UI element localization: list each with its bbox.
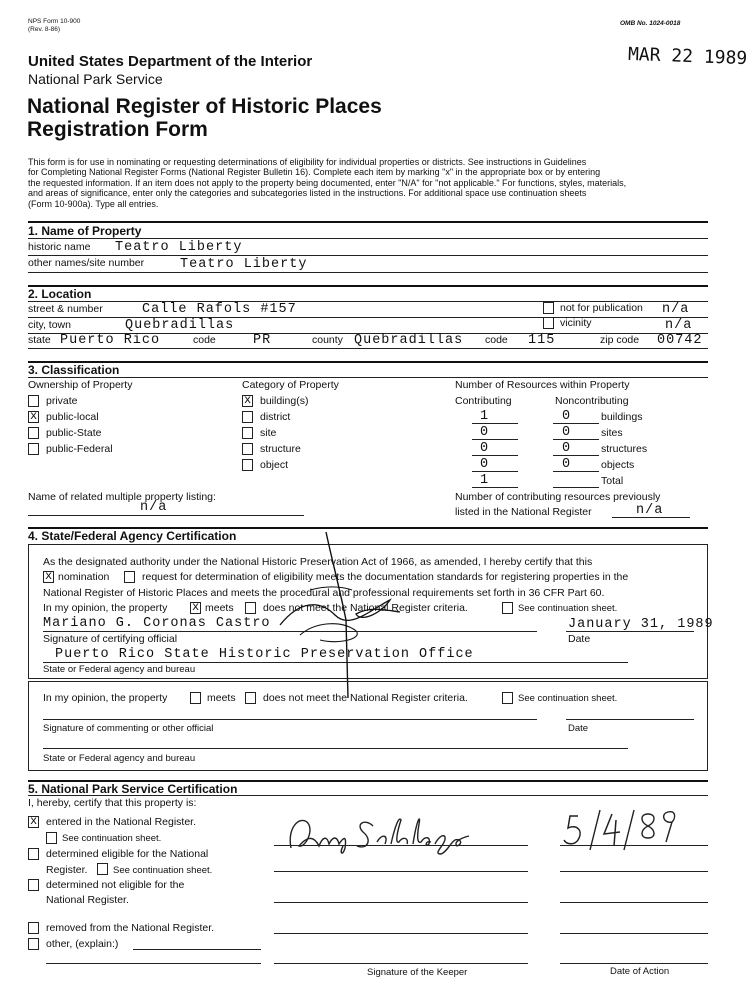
certification-line-3: National Register of Historic Places and meets the procedural and professional requirements set forth in 36 CFR Part 60. (43, 587, 605, 599)
state-label: state (28, 334, 51, 346)
keeper-signature (285, 808, 485, 858)
noncontributing-objects[interactable]: 0 (562, 457, 572, 472)
continuation-sheet-checkbox[interactable] (502, 602, 513, 614)
structures-label: structures (601, 443, 648, 455)
certification-date[interactable]: January 31, 1989 (568, 617, 714, 632)
eligible-continuation-label: See continuation sheet. (113, 865, 213, 876)
ownership-public-federal-checkbox[interactable] (28, 443, 39, 455)
form-revision: (Rev. 8-86) (28, 26, 61, 33)
category-object-label: object (260, 459, 289, 471)
total-label: Total (601, 475, 624, 487)
previously-listed-label-2: listed in the National Register (455, 506, 592, 518)
multiple-property-value[interactable]: n/a (140, 500, 168, 515)
ownership-private-checkbox[interactable] (28, 395, 39, 407)
previously-listed-value[interactable]: n/a (636, 503, 664, 518)
category-building-checkbox[interactable]: x (244, 393, 252, 407)
request-determination-checkbox[interactable] (124, 571, 135, 583)
nps-cert-intro: I, hereby, certify that this property is: (28, 797, 197, 809)
ownership-public-state-label: public-State (46, 427, 102, 439)
keeper-signature-label: Signature of the Keeper (367, 967, 468, 978)
historic-name-value[interactable]: Teatro Liberty (115, 240, 243, 255)
buildings-label: buildings (601, 411, 643, 423)
noncontributing-label: Noncontributing (555, 395, 629, 407)
county-label: county (312, 334, 343, 346)
noncontributing-sites[interactable]: 0 (562, 425, 572, 440)
eligible-label-2: Register. (46, 864, 88, 876)
removed-checkbox[interactable] (28, 922, 39, 934)
zip-label: zip code (600, 334, 640, 346)
zip-value[interactable]: 00742 (657, 333, 703, 348)
date2-label: Date (568, 723, 589, 734)
county-value[interactable]: Quebradillas (354, 333, 464, 348)
meets-label: meets (205, 602, 234, 614)
contributing-structures[interactable]: 0 (480, 441, 490, 456)
state-value[interactable]: Puerto Rico (60, 333, 161, 348)
county-code-label: code (485, 334, 508, 346)
not-for-publication-checkbox[interactable] (543, 302, 554, 314)
form-title: National Register of Historic Places Registration Form (27, 95, 382, 141)
meets2-checkbox[interactable] (190, 692, 201, 704)
category-structure-label: structure (260, 443, 301, 455)
entered-continuation-checkbox[interactable] (46, 832, 57, 844)
section5-heading: 5. National Park Service Certification (28, 782, 238, 796)
does-not-meet2-label: does not meet the National Register criteria. (263, 692, 468, 704)
other-names-value[interactable]: Teatro Liberty (180, 257, 308, 272)
category-district-checkbox[interactable] (242, 411, 253, 423)
category-label: Category of Property (242, 379, 339, 391)
certifying-official-name[interactable]: Mariano G. Coronas Castro (43, 616, 271, 631)
ownership-public-local-label: public-local (46, 411, 99, 423)
contributing-label: Contributing (455, 395, 512, 407)
entered-label: entered in the National Register. (46, 816, 197, 828)
continuation-sheet-label: See continuation sheet. (518, 603, 618, 614)
not-eligible-checkbox[interactable] (28, 879, 39, 891)
section4-heading: 4. State/Federal Agency Certification (28, 529, 237, 543)
does-not-meet-label: does not meet the National Register criteria. (263, 602, 468, 614)
vicinity-value[interactable]: n/a (665, 318, 693, 333)
city-value[interactable]: Quebradillas (125, 318, 235, 333)
ownership-public-state-checkbox[interactable] (28, 427, 39, 439)
street-value[interactable]: Calle Rafols #157 (142, 302, 297, 317)
street-label: street & number (28, 303, 103, 315)
date-of-action-label: Date of Action (610, 966, 670, 977)
historic-name-label: historic name (28, 241, 91, 253)
continuation-sheet2-label: See continuation sheet. (518, 693, 618, 704)
date-label: Date (568, 633, 591, 645)
section1-heading: 1. Name of Property (28, 224, 142, 238)
vicinity-label: vicinity (560, 317, 592, 329)
state-code-value[interactable]: PR (253, 333, 272, 348)
contributing-total[interactable]: 1 (480, 473, 490, 488)
contributing-objects[interactable]: 0 (480, 457, 490, 472)
eligible-checkbox[interactable] (28, 848, 39, 860)
agency-bureau-label: State or Federal agency and bureau (43, 664, 196, 675)
removed-label: removed from the National Register. (46, 922, 215, 934)
category-object-checkbox[interactable] (242, 459, 253, 471)
form-number: NPS Form 10-900 (28, 18, 81, 25)
certifying-signature (260, 530, 430, 700)
agency-name[interactable]: Puerto Rico State Historic Preservation Office (55, 647, 474, 662)
category-district-label: district (260, 411, 291, 423)
agency2-bureau-label: State or Federal agency and bureau (43, 753, 196, 764)
action-date-handwritten (560, 806, 680, 856)
contributing-buildings[interactable]: 1 (480, 409, 490, 424)
category-structure-checkbox[interactable] (242, 443, 253, 455)
continuation-sheet2-checkbox[interactable] (502, 692, 513, 704)
signature-commenting-label: Signature of commenting or other official (43, 723, 214, 734)
opinion2-label: In my opinion, the property (43, 692, 168, 704)
not-for-publication-label: not for publication (560, 302, 643, 314)
noncontributing-buildings[interactable]: 0 (562, 409, 572, 424)
ownership-label: Ownership of Property (28, 379, 133, 391)
does-not-meet-checkbox[interactable] (245, 602, 256, 614)
other-names-label: other names/site number (28, 257, 145, 269)
entered-checkbox[interactable]: x (30, 814, 38, 828)
sites-label: sites (601, 427, 623, 439)
certification-line-1: As the designated authority under the National Historic Preservation Act of 1966, as amended, I hereby certify that this (43, 556, 593, 568)
category-building-label: building(s) (260, 395, 309, 407)
received-stamp-date: MAR 22 1989 (627, 43, 748, 70)
eligible-label-1: determined eligible for the National (46, 848, 209, 860)
omb-number: OMB No. 1024-0018 (620, 20, 681, 27)
meets2-label: meets (207, 692, 236, 704)
section2-heading: 2. Location (28, 287, 92, 301)
eligible-continuation-checkbox[interactable] (97, 863, 108, 875)
department-name: United States Department of the Interior (28, 53, 313, 70)
county-code-value[interactable]: 115 (528, 333, 556, 348)
category-site-checkbox[interactable] (242, 427, 253, 439)
multiple-property-label: Name of related multiple property listing: (28, 491, 216, 503)
not-for-publication-value[interactable]: n/a (662, 302, 690, 317)
opinion-label: In my opinion, the property (43, 602, 168, 614)
signature-certifying-label: Signature of certifying official (43, 633, 178, 645)
not-eligible-label-1: determined not eligible for the (46, 879, 185, 891)
request-determination-label: request for determination of eligibility meets the documentation standards for registering properties in the (142, 571, 629, 583)
category-site-label: site (260, 427, 277, 439)
meets-checkbox[interactable]: x (192, 600, 200, 614)
resources-label: Number of Resources within Property (455, 379, 630, 391)
other-checkbox[interactable] (28, 938, 39, 950)
nomination-checkbox[interactable]: x (45, 569, 53, 583)
ownership-private-label: private (46, 395, 78, 407)
vicinity-checkbox[interactable] (543, 317, 554, 329)
previously-listed-label-1: Number of contributing resources previously (455, 491, 661, 503)
noncontributing-structures[interactable]: 0 (562, 441, 572, 456)
contributing-sites[interactable]: 0 (480, 425, 490, 440)
instructions: This form is for use in nominating or requesting determinations of eligibility for individual properties or districts. See instructions in Guidelines for Completing National Register Forms (National Register Bulletin 16). Complete each item by marking "x" in the appropriate box or by entering the requested information. If an item does not apply to the property being documented, enter "N/A" for "not applicable." For functions, styles, materials, and areas of significance, enter only the categories and subcategories listed in the instructions. For additional space use continuation sheets (Form 10-900a). Type all entries. (28, 157, 627, 209)
state-code-label: code (193, 334, 216, 346)
entered-continuation-label: See continuation sheet. (62, 833, 162, 844)
objects-label: objects (601, 459, 635, 471)
other-label: other, (explain:) (46, 938, 119, 950)
not-eligible-label-2: National Register. (46, 894, 129, 906)
service-name: National Park Service (28, 71, 163, 87)
city-label: city, town (28, 319, 71, 331)
section3-heading: 3. Classification (28, 363, 120, 377)
does-not-meet2-checkbox[interactable] (245, 692, 256, 704)
ownership-public-local-checkbox[interactable]: x (30, 409, 38, 423)
nomination-label: nomination (58, 571, 110, 583)
ownership-public-federal-label: public-Federal (46, 443, 113, 455)
